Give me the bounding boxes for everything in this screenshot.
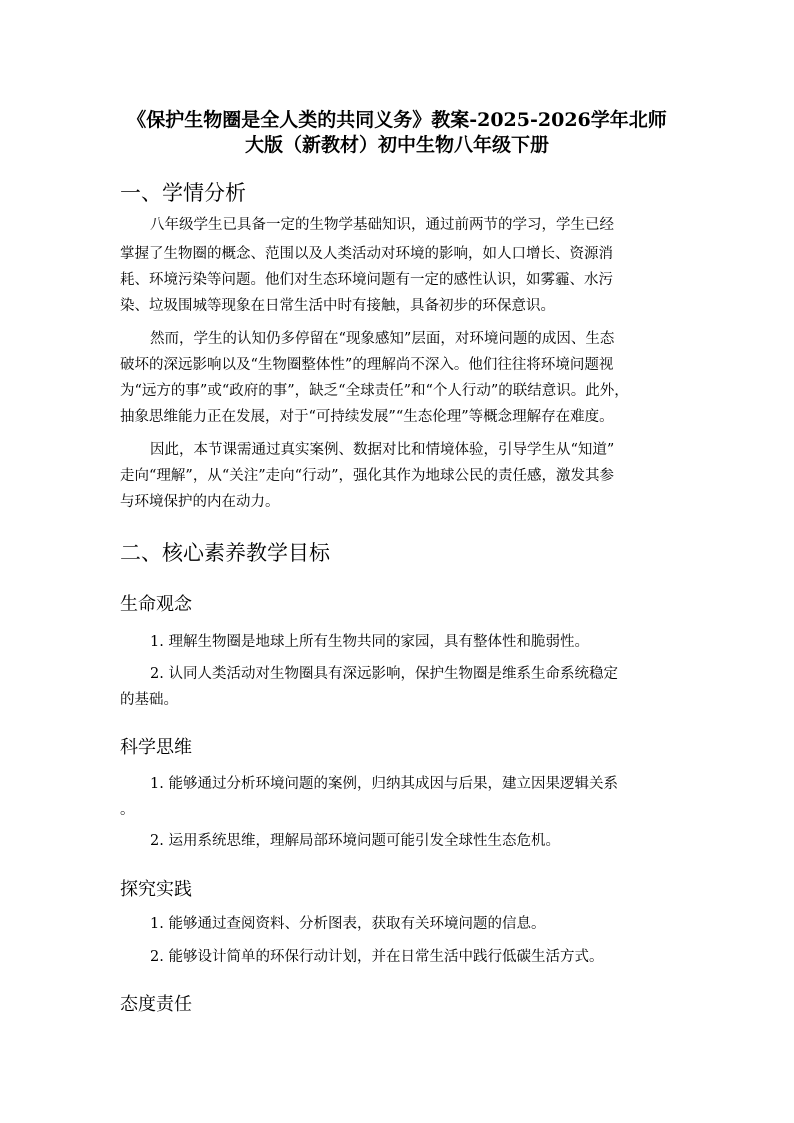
list-item: 1. 能够通过查阅资料、分析图表，获取有关环境问题的信息。 [150, 916, 546, 932]
list-item: 2. 能够设计简单的环保行动计划，并在日常生活中践行低碳生活方式。 [150, 949, 604, 965]
document-title-line-2: 大版（新教材）初中生物八年级下册 [244, 134, 549, 156]
paragraph-line: 走向“理解”，从“关注”走向“行动”，强化其作为地球公民的责任感，激发其参 [120, 468, 614, 484]
list-item: 2. 认同人类活动对生物圈具有深远影响，保护生物圈是维系生命系统稳定 [150, 666, 618, 682]
paragraph-line: 八年级学生已具备一定的生物学基础知识，通过前两节的学习，学生已经 [150, 217, 614, 233]
subsection-heading-attitude-responsibility: 态度责任 [120, 994, 192, 1015]
list-item: 2. 运用系统思维，理解局部环境问题可能引发全球性生态危机。 [150, 833, 560, 849]
section-heading-core-competency-goals: 二、核心素养教学目标 [120, 541, 330, 565]
document-title-line-1: 《保护生物圈是全人类的共同义务》教案-2025-2026学年北师 [127, 109, 667, 131]
list-item-continuation: 的基础。 [120, 692, 178, 708]
paragraph-line: 破坏的深远影响以及“生物圈整体性”的理解尚不深入。他们往往将环境问题视 [120, 357, 614, 373]
list-item-continuation: 。 [120, 802, 135, 818]
paragraph-line: 抽象思维能力正在发展，对于“可持续发展”“生态伦理”等概念理解存在难度。 [120, 409, 614, 425]
paragraph-line: 为“远方的事”或“政府的事”，缺乏“全球责任”和“个人行动”的联结意识。此外， [120, 383, 629, 399]
subsection-heading-scientific-thinking: 科学思维 [120, 737, 192, 758]
list-item: 1. 理解生物圈是地球上所有生物共同的家园，具有整体性和脆弱性。 [150, 634, 589, 650]
list-item: 1. 能够通过分析环境问题的案例，归纳其成因与后果，建立因果逻辑关系 [150, 776, 618, 792]
paragraph-line: 与环境保护的内在动力。 [120, 494, 280, 510]
subsection-heading-inquiry-practice: 探究实践 [120, 879, 192, 900]
section-heading-learner-analysis: 一、学情分析 [120, 181, 246, 205]
paragraph-line: 然而，学生的认知仍多停留在“现象感知”层面，对环境问题的成因、生态 [150, 331, 615, 347]
paragraph-line: 因此，本节课需通过真实案例、数据对比和情境体验，引导学生从“知道” [150, 442, 615, 458]
paragraph-line: 耗、环境污染等问题。他们对生态环境问题有一定的感性认识，如雾霾、水污 [120, 272, 613, 288]
paragraph-line: 掌握了生物圈的概念、范围以及人类活动对环境的影响，如人口增长、资源消 [120, 246, 613, 262]
subsection-heading-life-concept: 生命观念 [120, 594, 192, 615]
paragraph-line: 染、垃圾围城等现象在日常生活中时有接触，具备初步的环保意识。 [120, 298, 555, 314]
